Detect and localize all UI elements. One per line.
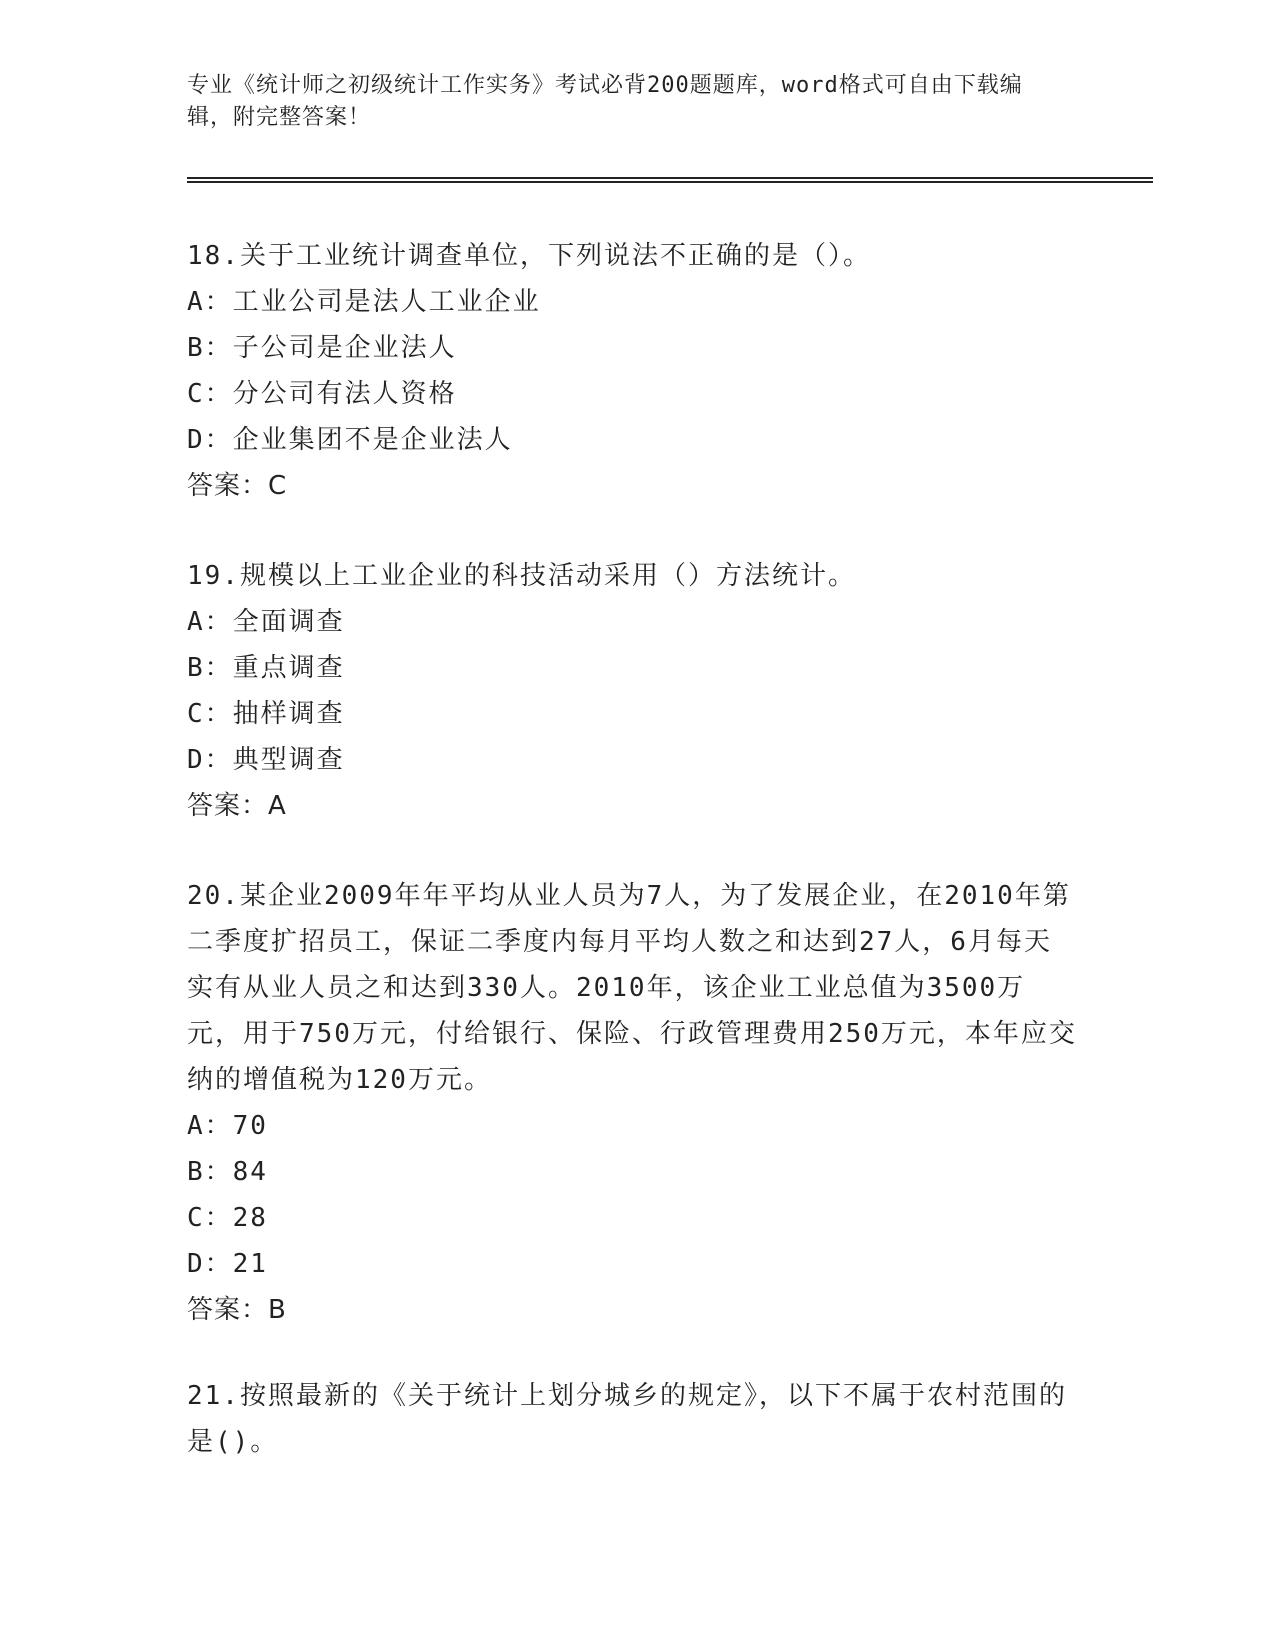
question-stem: 19.规模以上工业企业的科技活动采用（）方法统计。 <box>187 561 856 591</box>
question-19 <box>187 553 1077 829</box>
question-stem: 20.某企业2009年年平均从业人员为7人，为了发展企业，在2010年第二季度扩招员工，保证二季度内每月平均人数之和达到27人，6月每天实有从业人员之和达到330人。2010年，该企业工业总值为3500万元，用于750万元，付给银行、保险、行政管理费用250万元，本年应交纳的增值税为120万元。 <box>187 881 1077 1095</box>
answer: 答案：C <box>187 471 288 501</box>
answer: 答案：A <box>187 791 287 821</box>
question-18 <box>187 233 1077 509</box>
header-divider-top <box>187 177 1153 179</box>
header-divider-bottom <box>187 181 1153 183</box>
answer: 答案：B <box>187 1295 287 1325</box>
document-header: 专业《统计师之初级统计工作实务》考试必背200题题库，word格式可自由下载编辑，附完整答案！ <box>187 73 1023 130</box>
option-b: B：子公司是企业法人 <box>187 333 457 363</box>
option-b: B：84 <box>187 1157 268 1187</box>
option-a: A：70 <box>187 1111 268 1141</box>
option-a: A：全面调查 <box>187 607 345 637</box>
question-stem: 18.关于工业统计调查单位，下列说法不正确的是（）。 <box>187 241 871 271</box>
option-d: D：企业集团不是企业法人 <box>187 425 513 455</box>
option-c: C：28 <box>187 1203 268 1233</box>
option-d: D：典型调查 <box>187 745 345 775</box>
question-21 <box>187 1373 1077 1465</box>
option-c: C：分公司有法人资格 <box>187 379 457 409</box>
option-a: A：工业公司是法人工业企业 <box>187 287 541 317</box>
option-d: D：21 <box>187 1249 268 1279</box>
question-20 <box>187 873 1077 1333</box>
option-c: C：抽样调查 <box>187 699 345 729</box>
option-b: B：重点调查 <box>187 653 345 683</box>
question-stem: 21.按照最新的《关于统计上划分城乡的规定》，以下不属于农村范围的是()。 <box>187 1381 1067 1457</box>
